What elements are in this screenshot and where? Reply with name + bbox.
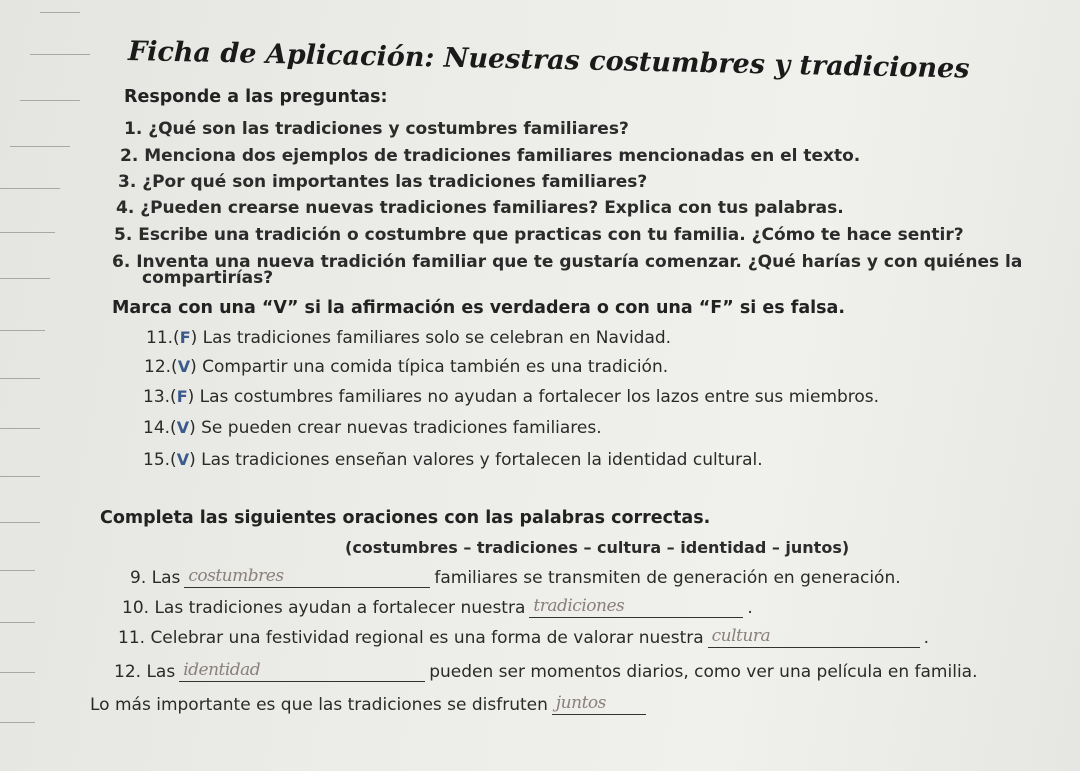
tf-item-15: 15.(V) Las tradiciones enseñan valores y fortalecen la identidad cultural.: [143, 450, 763, 470]
section1-heading: Responde a las preguntas:: [124, 87, 388, 107]
worksheet-title: Ficha de Aplicación: Nuestras costumbres y tradiciones: [127, 36, 970, 85]
tf-answer-mark[interactable]: V: [176, 418, 190, 437]
word-bank: (costumbres – tradiciones – cultura – identidad – juntos): [345, 538, 850, 557]
question-2: 2. Menciona dos ejemplos de tradiciones familiares mencionadas en el texto.: [120, 146, 861, 166]
tf-item-13: 13.(F) Las costumbres familiares no ayudan a fortalecer los lazos entre sus miembros.: [143, 387, 880, 407]
tf-answer-mark[interactable]: V: [176, 450, 190, 469]
question-6: 6. Inventa una nueva tradición familiar que te gustaría comenzar. ¿Qué harías y con quiénes la: [112, 252, 1023, 272]
question-1: 1. ¿Qué son las tradiciones y costumbres familiares?: [124, 119, 629, 139]
question-6-continued: compartirías?: [142, 268, 274, 288]
question-5: 5. Escribe una tradición o costumbre que practicas con tu familia. ¿Cómo te hace sentir?: [114, 225, 964, 245]
fill-blank[interactable]: [179, 660, 425, 682]
tf-answer-mark[interactable]: V: [177, 357, 191, 376]
fill-item-12: [114, 662, 978, 682]
fill-item-10: [122, 598, 753, 618]
fill-item-11: [118, 628, 929, 648]
question-4: 4. ¿Pueden crearse nuevas tradiciones familiares? Explica con tus palabras.: [116, 198, 844, 218]
tf-statement: Compartir una comida típica también es una tradición.: [202, 357, 669, 377]
question-3: 3. ¿Por qué son importantes las tradiciones familiares?: [118, 172, 648, 192]
tf-statement: Las tradiciones familiares solo se celebran en Navidad.: [202, 328, 672, 348]
fill-text-after: .: [747, 598, 753, 618]
section3-heading: Completa las siguientes oraciones con las palabras correctas.: [100, 508, 711, 528]
fill-blank[interactable]: [184, 566, 430, 588]
tf-item-number: 12.: [144, 357, 172, 377]
fill-text-before: 10. Las tradiciones ayudan a fortalecer nuestra: [122, 598, 526, 618]
fill-blank[interactable]: [552, 693, 646, 715]
fill-item-final: [90, 695, 650, 715]
handwritten-answer: tradiciones: [533, 596, 625, 616]
tf-answer-mark[interactable]: F: [176, 387, 188, 406]
tf-item-number: 13.: [143, 387, 171, 407]
fill-text-before: 11. Celebrar una festividad regional es una forma de valorar nuestra: [118, 628, 704, 648]
tf-item-14: 14.(V) Se pueden crear nuevas tradiciones familiares.: [143, 418, 602, 438]
fill-text-before: 9. Las: [130, 568, 181, 588]
section2-heading: Marca con una “V” si la afirmación es verdadera o con una “F” si es falsa.: [112, 298, 846, 318]
tf-item-number: 15.: [143, 450, 171, 470]
fill-blank[interactable]: [529, 596, 743, 618]
tf-item-number: 14.: [143, 418, 171, 438]
fill-text-after: pueden ser momentos diarios, como ver una película en familia.: [429, 662, 978, 682]
fill-blank[interactable]: [708, 626, 920, 648]
fill-text-after: familiares se transmiten de generación en generación.: [434, 568, 901, 588]
fill-text-after: .: [923, 628, 930, 648]
fill-text-before: Lo más importante es que las tradiciones se disfruten: [90, 695, 548, 715]
tf-statement: Se pueden crear nuevas tradiciones familiares.: [201, 418, 602, 438]
handwritten-answer: juntos: [555, 693, 606, 713]
tf-item-12: 12.(V) Compartir una comida típica también es una tradición.: [144, 357, 669, 377]
handwritten-answer: identidad: [183, 660, 261, 680]
handwritten-answer: cultura: [711, 626, 771, 646]
fill-text-before: 12. Las: [114, 662, 176, 682]
tf-statement: Las tradiciones enseñan valores y fortalecen la identidad cultural.: [201, 450, 763, 470]
notebook-margin-lines: [0, 0, 110, 771]
tf-item-11: 11.(F) Las tradiciones familiares solo se celebran en Navidad.: [146, 328, 672, 348]
handwritten-answer: costumbres: [188, 566, 284, 586]
tf-answer-mark[interactable]: F: [179, 328, 191, 347]
tf-statement: Las costumbres familiares no ayudan a fortalecer los lazos entre sus miembros.: [199, 387, 880, 407]
fill-item-9: [130, 568, 901, 588]
tf-item-number: 11.: [146, 328, 174, 348]
